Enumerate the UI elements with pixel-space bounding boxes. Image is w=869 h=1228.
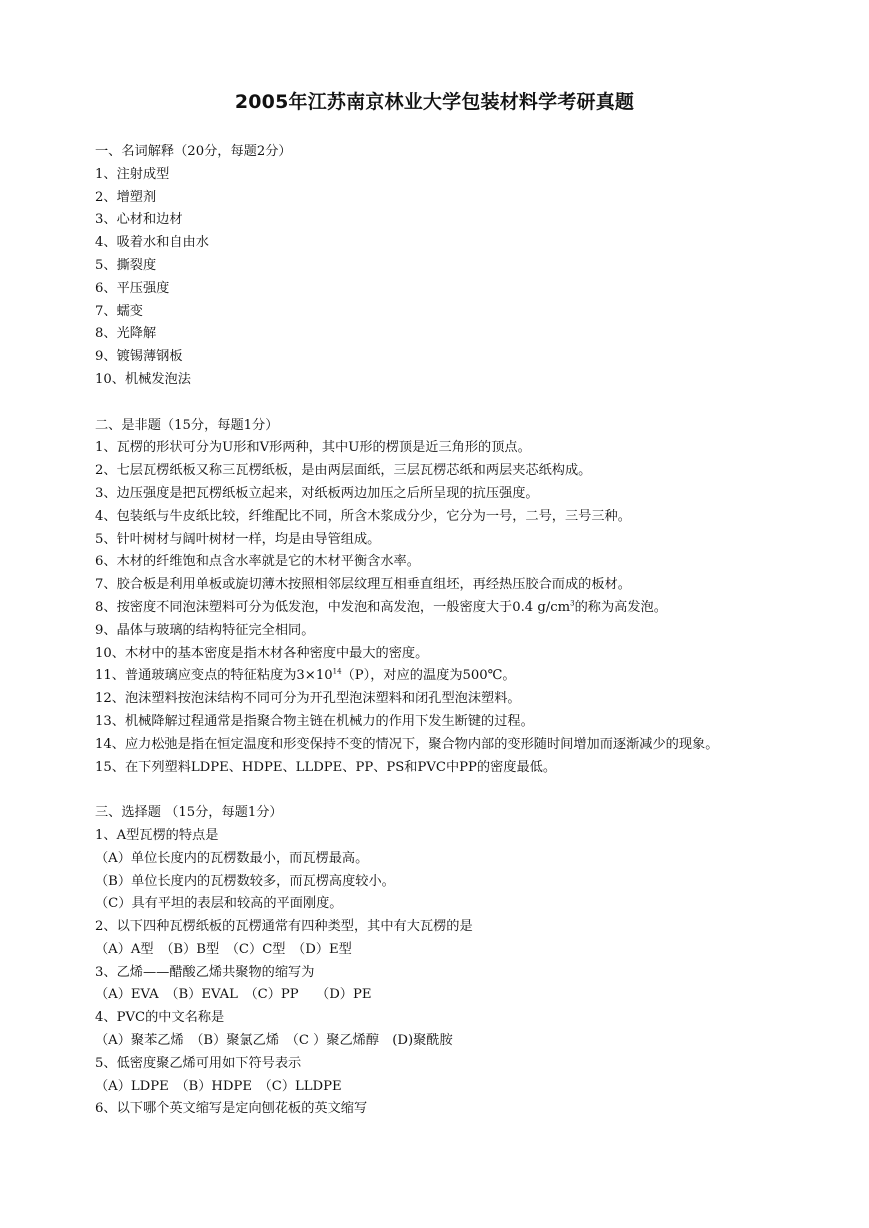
choice-question: 1、A型瓦楞的特点是 xyxy=(95,827,219,843)
spacer xyxy=(95,392,795,415)
term-item: 1、注射成型 xyxy=(95,166,170,182)
spacer xyxy=(95,779,795,802)
choice-options: （A）LDPE （B）HDPE （C）LLDPE xyxy=(95,1078,342,1094)
true-false-item: 1、瓦楞的形状可分为U形和V形两种，其中U形的楞顶是近三角形的顶点。 xyxy=(95,440,531,456)
section-1-heading: 一、名词解释（20分，每题2分） xyxy=(95,144,292,159)
true-false-item: 6、木材的纤维饱和点含水率就是它的木材平衡含水率。 xyxy=(95,554,420,570)
choice-question: 2、以下四种瓦楞纸板的瓦楞通常有四种类型，其中有大瓦楞的是 xyxy=(95,919,473,935)
true-false-item-14: 14、应力松弛是指在恒定温度和形变保持不变的情况下，聚合物内部的变形随时间增加而逐渐减少的现象。 xyxy=(95,736,719,752)
choice-options: （A）A型 （B）B型 （C）C型 （D）E型 xyxy=(95,941,352,957)
term-item: 5、撕裂度 xyxy=(95,257,157,273)
term-item: 3、心材和边材 xyxy=(95,212,183,228)
term-item: 6、平压强度 xyxy=(95,280,170,296)
term-item: 7、蠕变 xyxy=(95,303,143,319)
choice-option: （B）单位长度内的瓦楞数较多，而瓦楞高度较小。 xyxy=(95,873,395,889)
term-item: 9、镀锡薄钢板 xyxy=(95,349,183,365)
true-false-item: 5、针叶树材与阔叶树材一样，均是由导管组成。 xyxy=(95,531,381,547)
choice-option: （C）具有平坦的表层和较高的平面刚度。 xyxy=(95,896,343,912)
true-false-item: 3、边压强度是把瓦楞纸板立起来，对纸板两边加压之后所呈现的抗压强度。 xyxy=(95,485,539,501)
item-11-text: 11、普通玻璃应变点的特征粘度为3×10 xyxy=(95,668,333,684)
choice-options: （A）EVA （B）EVAL （C）PP （D）PE xyxy=(95,987,372,1003)
item-11-superscript: 14 xyxy=(332,667,342,676)
section-3-heading: 三、选择题 （15分，每题1分） xyxy=(95,805,283,821)
true-false-item-11 xyxy=(95,665,795,688)
item-11-tail: （P），对应的温度为500℃。 xyxy=(341,668,516,684)
true-false-item: 4、包装纸与牛皮纸比较，纤维配比不同，所含木浆成分少，它分为一号，二号，三号三种。 xyxy=(95,508,631,524)
section-2-heading: 二、是非题（15分，每题1分） xyxy=(95,417,279,433)
term-item: 10、机械发泡法 xyxy=(95,371,191,387)
document-title: 2005年江苏南京林业大学包装材料学考研真题 xyxy=(234,91,635,113)
true-false-item: 7、胶合板是利用单板或旋切薄木按照相邻层纹理互相垂直组坯，再经热压胶合而成的板材。 xyxy=(95,577,631,593)
choice-question: 3、乙烯——醋酸乙烯共聚物的缩写为 xyxy=(95,964,315,980)
choice-option: （A）单位长度内的瓦楞数最小，而瓦楞最高。 xyxy=(95,850,369,866)
item-8-text: 8、按密度不同泡沫塑料可分为低发泡，中发泡和高发泡，一般密度大于0.4 g/cm xyxy=(95,599,571,615)
choice-options: （A）聚苯乙烯 （B）聚氯乙烯 （C ）聚乙烯醇 (D)聚酰胺 xyxy=(95,1033,453,1049)
true-false-item-8 xyxy=(95,597,795,620)
item-8-tail: 的称为高发泡。 xyxy=(574,599,667,615)
true-false-item: 9、晶体与玻璃的结构特征完全相同。 xyxy=(95,622,315,638)
true-false-item: 12、泡沫塑料按泡沫结构不同可分为开孔型泡沫塑料和闭孔型泡沫塑料。 xyxy=(95,691,521,707)
choice-question: 6、以下哪个英文缩写是定向刨花板的英文缩写 xyxy=(95,1101,368,1117)
term-item: 8、光降解 xyxy=(95,326,157,342)
choice-question: 5、低密度聚乙烯可用如下符号表示 xyxy=(95,1055,302,1071)
term-item: 2、增塑剂 xyxy=(95,189,157,205)
true-false-item: 2、七层瓦楞纸板又称三瓦楞纸板，是由两层面纸，三层瓦楞芯纸和两层夹芯纸构成。 xyxy=(95,463,592,479)
item-8-superscript: 3 xyxy=(570,599,575,608)
true-false-item: 10、木材中的基本密度是指木材各种密度中最大的密度。 xyxy=(95,645,429,661)
true-false-item: 15、在下列塑料LDPE、HDPE、LLDPE、PP、PS和PVC中PP的密度最低。 xyxy=(95,759,557,775)
choice-question: 4、PVC的中文名称是 xyxy=(95,1010,225,1026)
document-body xyxy=(95,141,795,1121)
term-item: 4、吸着水和自由水 xyxy=(95,235,209,251)
true-false-item: 13、机械降解过程通常是指聚合物主链在机械力的作用下发生断键的过程。 xyxy=(95,713,534,729)
